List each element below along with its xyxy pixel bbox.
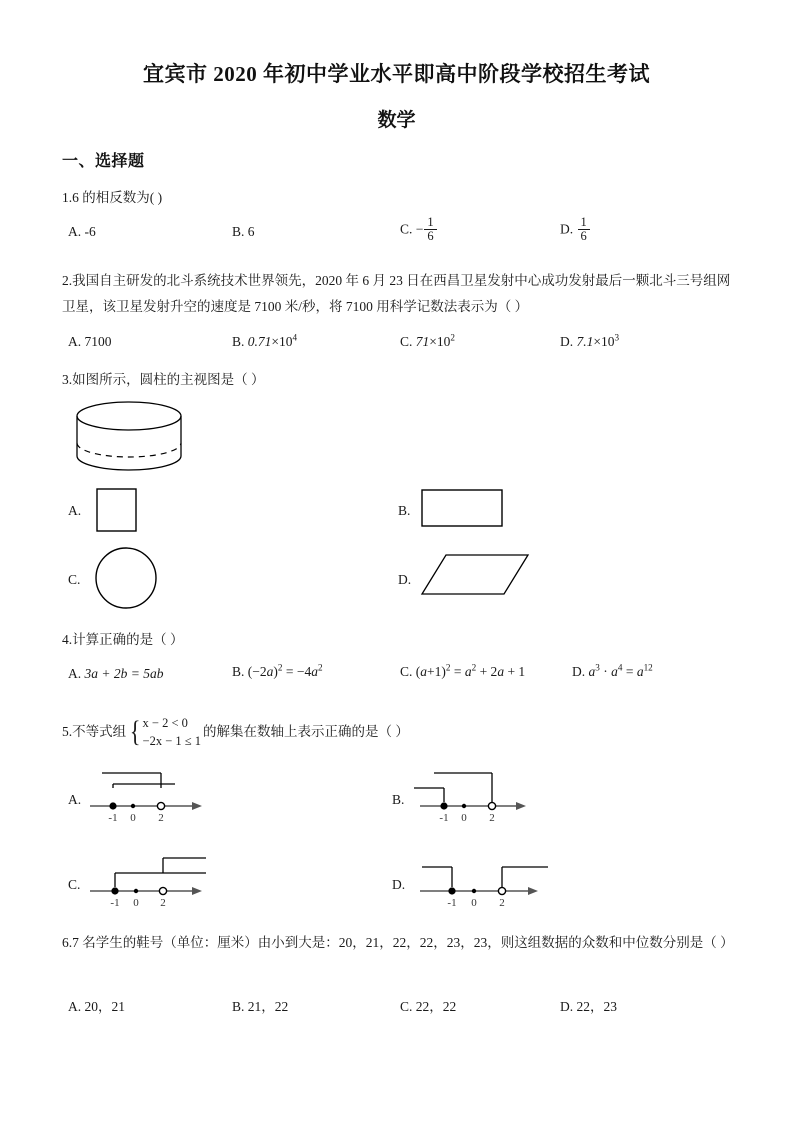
- question-1-stem: 1.6 的相反数为( ): [62, 190, 163, 205]
- question-1-option-c[interactable]: [400, 217, 438, 244]
- option-value: -6: [84, 224, 96, 239]
- question-2-option-d[interactable]: [560, 334, 619, 350]
- fraction-one-sixth: [578, 216, 590, 243]
- option-value: 22，22: [415, 999, 457, 1014]
- fraction-numerator: 1: [427, 215, 434, 229]
- option-label: B.: [232, 334, 245, 349]
- option-label: D.: [560, 221, 574, 237]
- question-3-option-b-label[interactable]: B.: [398, 503, 411, 518]
- minus-sign: −: [415, 221, 424, 237]
- svg-text:-1: -1: [110, 897, 120, 909]
- option-value: 20，21: [84, 999, 125, 1014]
- numberline-a[interactable]: [88, 768, 203, 826]
- option-label: B.: [232, 224, 245, 239]
- svg-text:2: 2: [158, 812, 164, 824]
- option-label: D.: [560, 334, 574, 349]
- svg-text:-1: -1: [447, 897, 457, 909]
- question-6-option-c[interactable]: [400, 995, 456, 1015]
- question-6-option-d[interactable]: [560, 995, 617, 1015]
- question-5-option-b-label[interactable]: B.: [392, 792, 405, 807]
- option-label: B.: [232, 664, 245, 679]
- option-label: C.: [400, 221, 413, 237]
- inequality-2: −2x − 1 ≤ 1: [142, 734, 201, 749]
- mantissa: 0.71: [247, 334, 272, 349]
- question-2-option-b[interactable]: [232, 334, 297, 350]
- question-4-option-d[interactable]: [572, 664, 653, 680]
- power-base: ×10: [593, 334, 615, 349]
- option-label: A.: [68, 666, 82, 681]
- cylinder-figure: [72, 398, 187, 478]
- power-base: ×10: [429, 334, 451, 349]
- svg-text:-1: -1: [439, 812, 449, 824]
- option-label: C.: [400, 334, 413, 349]
- question-5-stem: [62, 715, 409, 751]
- subject-title: 数学: [377, 110, 416, 132]
- question-3-option-c-label[interactable]: C.: [68, 572, 81, 587]
- question-5-option-a-label[interactable]: A.: [68, 792, 82, 807]
- question-5-option-d-label[interactable]: D.: [392, 877, 406, 892]
- circle-shape[interactable]: [94, 546, 162, 612]
- question-5-option-c-label[interactable]: C.: [68, 877, 81, 892]
- numberline-d[interactable]: [412, 853, 552, 911]
- option-value: 7100: [84, 334, 112, 349]
- system-of-inequalities: [128, 714, 201, 750]
- inequality-1: x − 2 < 0: [142, 716, 188, 730]
- option-expression: $(a+1)^2 = a^2 + 2a + 1$: [415, 662, 526, 679]
- question-5-stem-before: 5.不等式组: [62, 724, 127, 740]
- question-6-option-a[interactable]: [68, 995, 125, 1015]
- question-2-option-a[interactable]: [68, 334, 112, 350]
- svg-text:0: 0: [133, 897, 139, 909]
- wide-rectangle-shape[interactable]: [421, 489, 506, 531]
- parallelogram-shape[interactable]: [418, 551, 533, 601]
- mantissa: 7.1: [576, 334, 594, 349]
- question-2-option-c[interactable]: [400, 334, 455, 350]
- option-label: B.: [232, 999, 245, 1014]
- question-1-option-b[interactable]: [232, 224, 255, 240]
- question-6-option-b[interactable]: [232, 995, 288, 1015]
- question-1-option-d[interactable]: [560, 217, 591, 244]
- question-4-stem: 4.计算正确的是（ ）: [62, 632, 184, 647]
- fraction-denominator: 6: [424, 229, 436, 243]
- question-2-stem: 2.我国自主研发的北斗系统技术世界领先，2020 年 6 月 23 日在西昌卫星发射中心成功发射最后一颗北斗三号组网卫星，该卫星发射升空的速度是 7100 米/秒，将 7100 用科学记数法表示为（ ）: [62, 273, 731, 315]
- left-brace-icon: {: [129, 715, 141, 749]
- numberline-c[interactable]: [88, 853, 208, 911]
- option-expression: $a^3 \cdot a^4 = a^{12}$: [588, 662, 653, 679]
- fraction-denominator: 6: [578, 229, 590, 243]
- fraction-numerator: 1: [580, 215, 587, 229]
- option-label: C.: [400, 999, 413, 1014]
- option-label: A.: [68, 999, 82, 1014]
- svg-text:0: 0: [130, 812, 136, 824]
- option-expression: $(-2a)^2 = -4a^2$: [247, 662, 323, 679]
- option-value: 22，23: [576, 999, 617, 1014]
- svg-text:-1: -1: [108, 812, 118, 824]
- question-3-option-a-label[interactable]: A.: [68, 503, 82, 518]
- svg-text:2: 2: [499, 897, 505, 909]
- exponent: 2: [450, 332, 455, 343]
- tall-rectangle-shape[interactable]: [96, 488, 140, 534]
- title-block: [0, 62, 793, 132]
- svg-text:0: 0: [471, 897, 477, 909]
- svg-text:2: 2: [489, 812, 495, 824]
- option-label: A.: [68, 334, 82, 349]
- numberline-b[interactable]: [412, 768, 532, 826]
- exponent: 3: [614, 332, 620, 343]
- option-expression: 3a + 2b = 5ab: [84, 666, 164, 681]
- power-base: ×10: [271, 334, 293, 349]
- question-1-option-a[interactable]: [68, 224, 96, 240]
- question-6-stem: 6.7 名学生的鞋号（单位：厘米）由小到大是：20，21，22，22，23，23，则这组数据的众数和中位数分别是（ ）: [62, 935, 734, 950]
- option-value: 21，22: [247, 999, 289, 1014]
- page-title: 宜宾市 2020 年初中学业水平即高中阶段学校招生考试: [143, 62, 650, 86]
- option-label: D.: [560, 999, 574, 1014]
- question-4-option-c[interactable]: [400, 664, 525, 680]
- question-4-option-b[interactable]: [232, 664, 323, 680]
- svg-text:2: 2: [160, 897, 166, 909]
- question-3-stem: 3.如图所示，圆柱的主视图是（ ）: [62, 372, 265, 387]
- option-value: 6: [247, 224, 255, 239]
- question-5-stem-after: 的解集在数轴上表示正确的是（ ）: [203, 724, 409, 740]
- svg-text:0: 0: [461, 812, 467, 824]
- section-heading: 一、选择题: [62, 153, 145, 170]
- option-label: C.: [400, 664, 413, 679]
- option-label: A.: [68, 224, 82, 239]
- mantissa: 71: [415, 334, 430, 349]
- option-label: D.: [572, 664, 586, 679]
- exponent: 4: [292, 332, 298, 343]
- question-4-option-a[interactable]: [68, 666, 164, 682]
- fraction-one-sixth: [424, 216, 436, 243]
- question-3-option-d-label[interactable]: D.: [398, 572, 412, 587]
